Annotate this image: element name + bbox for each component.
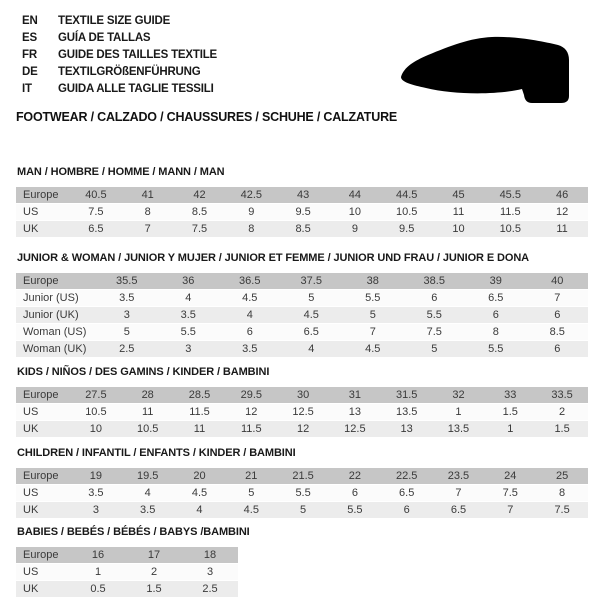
size-value: 4	[219, 307, 281, 324]
size-value: 3.5	[96, 290, 158, 307]
size-value: 3	[182, 564, 238, 581]
size-value: 12.5	[329, 421, 381, 438]
size-value: 0.5	[70, 581, 126, 598]
row-label: Europe	[16, 273, 96, 290]
size-value: 4.5	[281, 307, 343, 324]
size-table-title: MAN / HOMBRE / HOMME / MANN / MAN	[17, 166, 225, 178]
category-title: FOOTWEAR / CALZADO / CHAUSSURES / SCHUHE / CALZATURE	[16, 110, 398, 124]
size-value: 5.5	[404, 307, 466, 324]
size-value: 2	[536, 404, 588, 421]
language-label: GUÍA DE TALLAS	[58, 32, 151, 44]
size-value: 6	[527, 307, 589, 324]
size-value: 7	[342, 324, 404, 341]
size-table-title: KIDS / NIÑOS / DES GAMINS / KINDER / BAMBINI	[17, 366, 270, 378]
size-value: 39	[465, 273, 527, 290]
table-row	[16, 341, 588, 358]
size-value: 11.5	[225, 421, 277, 438]
table-row	[16, 324, 588, 341]
size-value: 36	[158, 273, 220, 290]
size-value: 4.5	[174, 485, 226, 502]
language-label: TEXTILGRÖßENFÜHRUNG	[58, 66, 201, 78]
size-value: 11.5	[174, 404, 226, 421]
size-value: 5	[225, 485, 277, 502]
size-value: 5	[277, 502, 329, 519]
size-value: 35.5	[96, 273, 158, 290]
size-value: 16	[70, 547, 126, 564]
table-row	[16, 564, 238, 581]
size-value: 5	[404, 341, 466, 358]
size-value: 28	[122, 387, 174, 404]
language-label: GUIDA ALLE TAGLIE TESSILI	[58, 83, 214, 95]
size-value: 13	[381, 421, 433, 438]
size-value: 42	[174, 187, 226, 204]
size-value: 8	[465, 324, 527, 341]
size-value: 6	[527, 341, 589, 358]
size-value: 32	[433, 387, 485, 404]
size-value: 7.5	[536, 502, 588, 519]
size-value: 10	[433, 221, 485, 238]
row-label: US	[16, 485, 70, 502]
size-value: 4	[281, 341, 343, 358]
size-value: 40	[527, 273, 589, 290]
size-value: 11	[174, 421, 226, 438]
size-value: 6.5	[381, 485, 433, 502]
size-value: 6	[329, 485, 381, 502]
size-value: 8	[536, 485, 588, 502]
language-code: ES	[22, 32, 37, 44]
size-value: 20	[174, 468, 226, 485]
size-value: 28.5	[174, 387, 226, 404]
size-value: 10.5	[484, 221, 536, 238]
size-value: 7	[433, 485, 485, 502]
size-value: 19	[70, 468, 122, 485]
size-value: 5	[281, 290, 343, 307]
size-value: 8.5	[174, 204, 226, 221]
table-row	[16, 468, 588, 485]
table-row	[16, 404, 588, 421]
size-value: 46	[536, 187, 588, 204]
size-value: 7.5	[484, 485, 536, 502]
table-row	[16, 307, 588, 324]
size-value: 22	[329, 468, 381, 485]
size-value: 4	[158, 290, 220, 307]
size-value: 11	[536, 221, 588, 238]
size-value: 45	[433, 187, 485, 204]
size-table-section	[16, 366, 588, 438]
language-code: EN	[22, 15, 38, 27]
size-value: 25	[536, 468, 588, 485]
size-value: 4.5	[225, 502, 277, 519]
language-label: GUIDE DES TAILLES TEXTILE	[58, 49, 217, 61]
row-label: UK	[16, 502, 70, 519]
size-value: 6.5	[70, 221, 122, 238]
row-label: UK	[16, 221, 70, 238]
size-value: 43	[277, 187, 329, 204]
size-value: 33	[484, 387, 536, 404]
size-value: 7	[527, 290, 589, 307]
size-value: 40.5	[70, 187, 122, 204]
row-label: UK	[16, 421, 70, 438]
size-value: 17	[126, 547, 182, 564]
row-label: US	[16, 204, 70, 221]
table-row	[16, 273, 588, 290]
size-value: 44	[329, 187, 381, 204]
size-value: 6.5	[465, 290, 527, 307]
language-label: TEXTILE SIZE GUIDE	[58, 15, 171, 27]
size-value: 45.5	[484, 187, 536, 204]
size-value: 18	[182, 547, 238, 564]
size-value: 44.5	[381, 187, 433, 204]
size-value: 9.5	[381, 221, 433, 238]
size-value: 3	[96, 307, 158, 324]
size-value: 2.5	[96, 341, 158, 358]
size-value: 42.5	[225, 187, 277, 204]
size-value: 5.5	[329, 502, 381, 519]
size-table-title: JUNIOR & WOMAN / JUNIOR Y MUJER / JUNIOR ET FEMME / JUNIOR UND FRAU / JUNIOR E DONA	[17, 252, 530, 264]
size-value: 5	[96, 324, 158, 341]
size-value: 10.5	[122, 421, 174, 438]
size-value: 30	[277, 387, 329, 404]
table-row	[16, 387, 588, 404]
size-value: 12	[536, 204, 588, 221]
size-value: 3.5	[219, 341, 281, 358]
size-value: 9	[225, 204, 277, 221]
size-value: 5.5	[277, 485, 329, 502]
size-value: 13.5	[381, 404, 433, 421]
size-value: 5	[342, 307, 404, 324]
size-value: 21	[225, 468, 277, 485]
size-value: 21.5	[277, 468, 329, 485]
size-value: 11	[122, 404, 174, 421]
row-label: US	[16, 404, 70, 421]
size-value: 10	[70, 421, 122, 438]
size-value: 6.5	[433, 502, 485, 519]
size-value: 7	[122, 221, 174, 238]
row-label: US	[16, 564, 70, 581]
size-value: 1.5	[126, 581, 182, 598]
size-value: 36.5	[219, 273, 281, 290]
size-table-section	[16, 526, 250, 598]
size-value: 10	[329, 204, 381, 221]
size-value: 8.5	[277, 221, 329, 238]
size-value: 12.5	[277, 404, 329, 421]
size-value: 7.5	[404, 324, 466, 341]
size-table-section	[16, 447, 588, 519]
size-value: 6	[381, 502, 433, 519]
size-value: 31.5	[381, 387, 433, 404]
size-table	[16, 273, 588, 358]
size-table	[16, 387, 588, 438]
table-row	[16, 221, 588, 238]
size-value: 5.5	[465, 341, 527, 358]
size-value: 9.5	[277, 204, 329, 221]
size-value: 7	[484, 502, 536, 519]
size-value: 8	[225, 221, 277, 238]
size-value: 27.5	[70, 387, 122, 404]
row-label: Woman (UK)	[16, 341, 96, 358]
table-row	[16, 502, 588, 519]
size-value: 6	[219, 324, 281, 341]
size-value: 19.5	[122, 468, 174, 485]
size-value: 22.5	[381, 468, 433, 485]
size-table-title: CHILDREN / INFANTIL / ENFANTS / KINDER / BAMBINI	[17, 447, 296, 459]
size-value: 2.5	[182, 581, 238, 598]
size-value: 4	[174, 502, 226, 519]
table-row	[16, 204, 588, 221]
table-row	[16, 581, 238, 598]
size-value: 6	[404, 290, 466, 307]
size-value: 3	[70, 502, 122, 519]
size-table	[16, 547, 238, 598]
row-label: Europe	[16, 547, 70, 564]
row-label: Europe	[16, 187, 70, 204]
size-value: 1	[433, 404, 485, 421]
table-row	[16, 187, 588, 204]
size-value: 10.5	[70, 404, 122, 421]
row-label: Junior (US)	[16, 290, 96, 307]
size-value: 1.5	[484, 404, 536, 421]
size-value: 38	[342, 273, 404, 290]
size-value: 6	[465, 307, 527, 324]
size-value: 12	[225, 404, 277, 421]
size-value: 11	[433, 204, 485, 221]
size-value: 3.5	[122, 502, 174, 519]
size-value: 3.5	[158, 307, 220, 324]
size-value: 13	[329, 404, 381, 421]
size-value: 29.5	[225, 387, 277, 404]
size-value: 13.5	[433, 421, 485, 438]
size-value: 5.5	[342, 290, 404, 307]
size-value: 41	[122, 187, 174, 204]
size-value: 5.5	[158, 324, 220, 341]
size-value: 7.5	[174, 221, 226, 238]
row-label: Junior (UK)	[16, 307, 96, 324]
language-code: FR	[22, 49, 37, 61]
size-value: 1	[70, 564, 126, 581]
size-value: 4	[122, 485, 174, 502]
size-value: 10.5	[381, 204, 433, 221]
size-value: 9	[329, 221, 381, 238]
size-value: 8	[122, 204, 174, 221]
size-table-section	[16, 166, 588, 238]
size-value: 7.5	[70, 204, 122, 221]
size-value: 3.5	[70, 485, 122, 502]
size-value: 4.5	[219, 290, 281, 307]
size-value: 1.5	[536, 421, 588, 438]
table-row	[16, 290, 588, 307]
row-label: UK	[16, 581, 70, 598]
size-value: 37.5	[281, 273, 343, 290]
table-row	[16, 421, 588, 438]
row-label: Europe	[16, 468, 70, 485]
size-value: 33.5	[536, 387, 588, 404]
size-table	[16, 187, 588, 238]
row-label: Woman (US)	[16, 324, 96, 341]
size-value: 23.5	[433, 468, 485, 485]
size-value: 3	[158, 341, 220, 358]
table-row	[16, 547, 238, 564]
row-label: Europe	[16, 387, 70, 404]
size-value: 2	[126, 564, 182, 581]
size-value: 4.5	[342, 341, 404, 358]
language-code: DE	[22, 66, 38, 78]
size-value: 8.5	[527, 324, 589, 341]
table-row	[16, 485, 588, 502]
size-value: 11.5	[484, 204, 536, 221]
language-code: IT	[22, 83, 32, 95]
size-table	[16, 468, 588, 519]
size-value: 31	[329, 387, 381, 404]
size-value: 12	[277, 421, 329, 438]
size-tables	[16, 0, 588, 600]
size-table-section	[16, 252, 588, 358]
size-value: 6.5	[281, 324, 343, 341]
size-value: 38.5	[404, 273, 466, 290]
size-value: 1	[484, 421, 536, 438]
size-table-title: BABIES / BEBÉS / BÉBÉS / BABYS /BAMBINI	[17, 526, 250, 538]
size-value: 24	[484, 468, 536, 485]
